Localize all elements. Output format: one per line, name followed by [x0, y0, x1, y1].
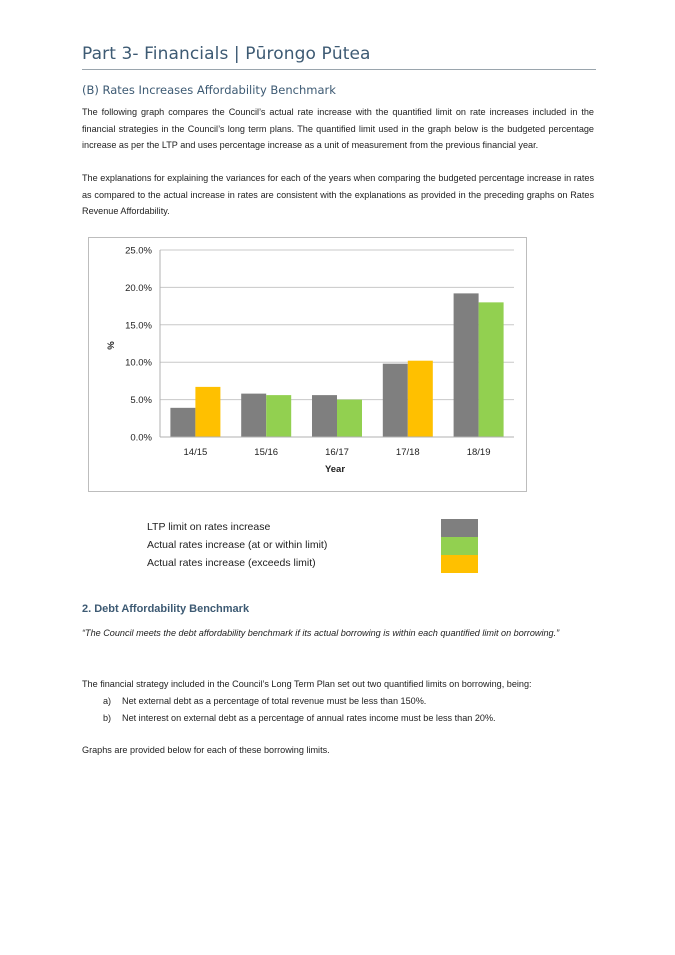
- x-tick-label: 16/17: [325, 447, 349, 458]
- borrowing-limits-list: [103, 693, 496, 727]
- x-tick-label: 14/15: [183, 447, 208, 458]
- legend-swatch: [441, 519, 478, 537]
- list-item-text: Net external debt as a percentage of total revenue must be less than 150%.: [122, 696, 427, 706]
- x-tick-label: 18/19: [466, 447, 491, 458]
- y-tick-label: 10.0%: [125, 357, 152, 369]
- list-item: [103, 693, 496, 710]
- list-item-text: Net interest on external debt as a percentage of annual rates income must be less than 20%.: [122, 713, 496, 723]
- section-2-closing: Graphs are provided below for each of these borrowing limits.: [82, 745, 330, 755]
- x-tick-label: 15/16: [254, 447, 279, 458]
- legend-label: Actual rates increase (exceeds limit): [147, 557, 316, 569]
- page-title: Part 3- Financials | Pūrongo Pūtea: [82, 44, 371, 64]
- bar-ltp-limit: [241, 394, 266, 437]
- list-marker: b): [103, 713, 112, 723]
- section-b-paragraph-2: The explanations for explaining the variances for each of the years when comparing the budgeted percentage increase in rates as compared to the actual increase in rates are consistent with the explanations as provided in the preceding graphs on Rates Revenue Affordability.: [82, 173, 594, 216]
- chart-canvas: [89, 238, 526, 491]
- legend-item-exceeds-limit: [147, 555, 567, 573]
- y-tick-label: 15.0%: [125, 320, 152, 332]
- rates-increase-chart: [88, 237, 527, 492]
- y-tick-label: 5.0%: [130, 395, 152, 407]
- section-b-heading: (B) Rates Increases Affordability Benchmark: [82, 83, 336, 97]
- legend-swatch: [441, 555, 478, 573]
- section-2-intro: The financial strategy included in the Council’s Long Term Plan set out two quantified limits on borrowing, being:: [82, 679, 532, 689]
- bar-ltp-limit: [312, 395, 337, 437]
- bar-actual-increase: [337, 400, 362, 437]
- x-axis-title: Year: [324, 464, 346, 475]
- y-axis-title: %: [106, 341, 117, 350]
- bar-ltp-limit: [383, 364, 408, 437]
- bar-actual-increase: [479, 302, 504, 437]
- y-tick-label: 25.0%: [125, 245, 152, 257]
- bar-actual-increase: [195, 387, 220, 437]
- header-divider: [82, 69, 596, 70]
- legend-item-within-limit: [147, 537, 567, 555]
- legend-swatch: [441, 537, 478, 555]
- bar-ltp-limit: [454, 293, 479, 437]
- bar-ltp-limit: [170, 408, 195, 437]
- x-tick-label: 17/18: [395, 447, 420, 458]
- section-2-heading: 2. Debt Affordability Benchmark: [82, 603, 250, 615]
- benchmark-quote: “The Council meets the debt affordability benchmark if its actual borrowing is within each quantified limit on borrowing.”: [82, 628, 560, 638]
- legend-label: Actual rates increase (at or within limit): [147, 539, 328, 551]
- legend-label: LTP limit on rates increase: [147, 521, 271, 533]
- legend-item-ltp: [147, 519, 567, 537]
- section-b-paragraph-1: The following graph compares the Council’s actual rate increase with the quantified limit on rate increases included in the financial strategies in the Council’s long term plans. The quantified limit used in the graph below is the budgeted percentage increase as per the LTP and uses percentage increase as a unit of measurement from the previous financial year.: [82, 107, 594, 150]
- bar-actual-increase: [408, 361, 433, 437]
- y-tick-label: 0.0%: [130, 432, 152, 444]
- list-item: [103, 710, 496, 727]
- bar-actual-increase: [266, 395, 291, 437]
- list-marker: a): [103, 696, 112, 706]
- y-tick-label: 20.0%: [125, 282, 152, 294]
